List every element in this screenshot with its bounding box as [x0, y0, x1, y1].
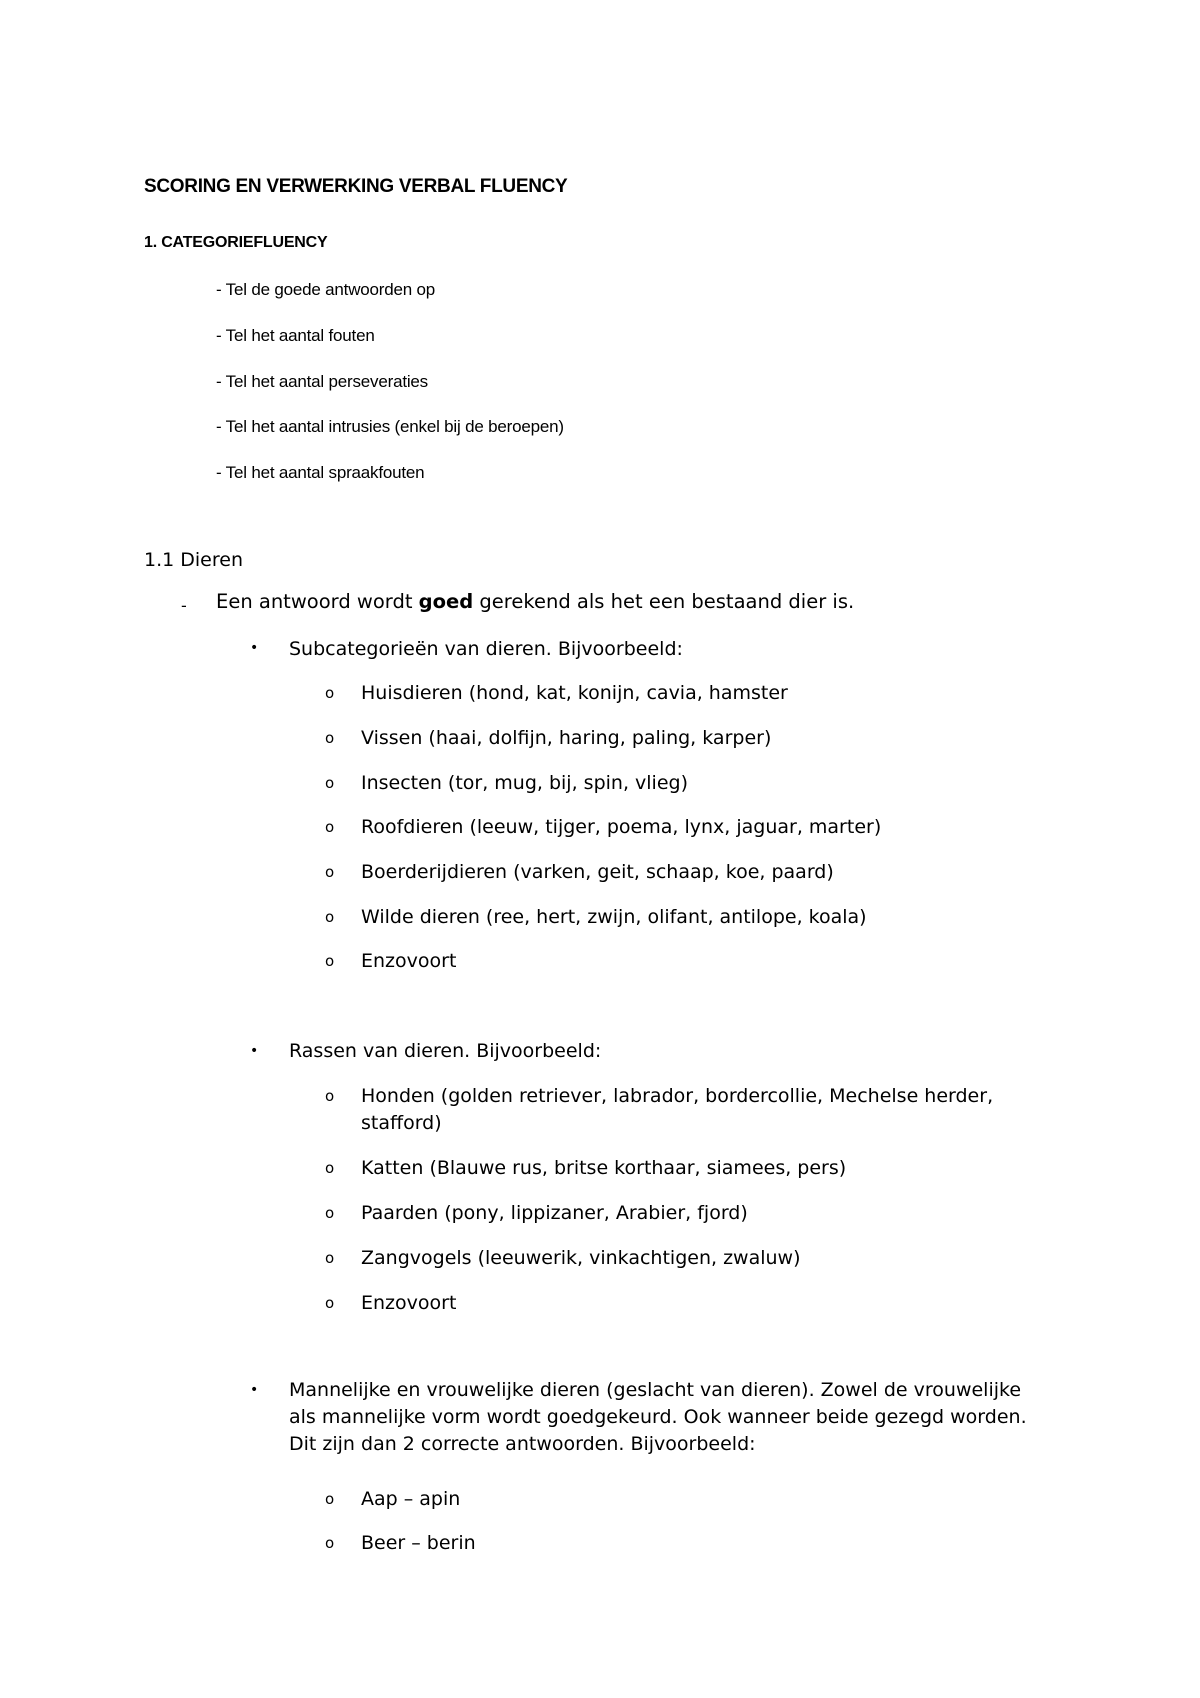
list-item: Insecten (tor, mug, bij, spin, vlieg) [361, 772, 688, 794]
task-item: - Tel het aantal spraakfouten [216, 463, 425, 482]
sub-bullet-icon: o [325, 1249, 335, 1267]
list-item: Vissen (haai, dolfijn, haring, paling, karper) [361, 727, 772, 749]
sub-bullet-icon: o [325, 774, 335, 792]
sub-bullet-icon: o [325, 1204, 335, 1222]
list-item: Zangvogels (leeuwerik, vinkachtigen, zwaluw) [361, 1247, 801, 1269]
rule-text-before: Een antwoord wordt [216, 590, 419, 613]
list-item: Katten (Blauwe rus, britse korthaar, siamees, pers) [361, 1157, 847, 1179]
list-item: Beer – berin [361, 1532, 476, 1554]
sub-bullet-icon: o [325, 1159, 335, 1177]
list-item: Aap – apin [361, 1488, 461, 1510]
document-title: SCORING EN VERWERKING VERBAL FLUENCY [144, 176, 568, 197]
sub-bullet-icon: o [325, 818, 335, 836]
rule-text-after: gerekend als het een bestaand dier is. [473, 590, 855, 613]
sub-bullet-icon: o [325, 952, 335, 970]
list-item: Boerderijdieren (varken, geit, schaap, koe, paard) [361, 861, 834, 883]
task-item: - Tel het aantal fouten [216, 326, 375, 345]
sub-bullet-icon: o [325, 1294, 335, 1312]
list-item: Enzovoort [361, 950, 457, 972]
subsection-heading-dieren: 1.1 Dieren [144, 549, 243, 571]
list-item: Enzovoort [361, 1292, 457, 1314]
group-label: Subcategorieën van dieren. Bijvoorbeeld: [289, 638, 683, 660]
dash-marker: - [181, 596, 187, 615]
list-item: Wilde dieren (ree, hert, zwijn, olifant, antilope, koala) [361, 906, 867, 928]
sub-bullet-icon: o [325, 908, 335, 926]
scoring-rule [216, 590, 854, 613]
group-label: Mannelijke en vrouwelijke dieren (geslacht van dieren). Zowel de vrouwelijke als mannelijke vorm wordt goedgekeurd. Ook wanneer beide gezegd worden. Dit zijn dan 2 correcte antwoorden. Bijvoorbeeld: [289, 1379, 1027, 1455]
rule-text-bold: goed [418, 590, 474, 613]
sub-bullet-icon: o [325, 1534, 335, 1552]
task-item: - Tel het aantal perseveraties [216, 372, 428, 391]
bullet-icon: • [250, 640, 259, 656]
sub-bullet-icon: o [325, 1490, 335, 1508]
sub-bullet-icon: o [325, 729, 335, 747]
task-item: - Tel de goede antwoorden op [216, 280, 436, 299]
section-heading-categoriefluency: 1. CATEGORIEFLUENCY [144, 234, 328, 251]
list-item: Huisdieren (hond, kat, konijn, cavia, hamster [361, 682, 788, 704]
bullet-icon: • [250, 1043, 259, 1059]
sub-bullet-icon: o [325, 1087, 335, 1105]
sub-bullet-icon: o [325, 684, 335, 702]
task-item: - Tel het aantal intrusies (enkel bij de beroepen) [216, 417, 564, 436]
list-item: Honden (golden retriever, labrador, bordercollie, Mechelse herder, stafford) [361, 1085, 994, 1134]
bullet-icon: • [250, 1382, 259, 1398]
group-label: Rassen van dieren. Bijvoorbeeld: [289, 1040, 602, 1062]
list-item: Paarden (pony, lippizaner, Arabier, fjord) [361, 1202, 748, 1224]
sub-bullet-icon: o [325, 863, 335, 881]
list-item: Roofdieren (leeuw, tijger, poema, lynx, jaguar, marter) [361, 816, 882, 838]
